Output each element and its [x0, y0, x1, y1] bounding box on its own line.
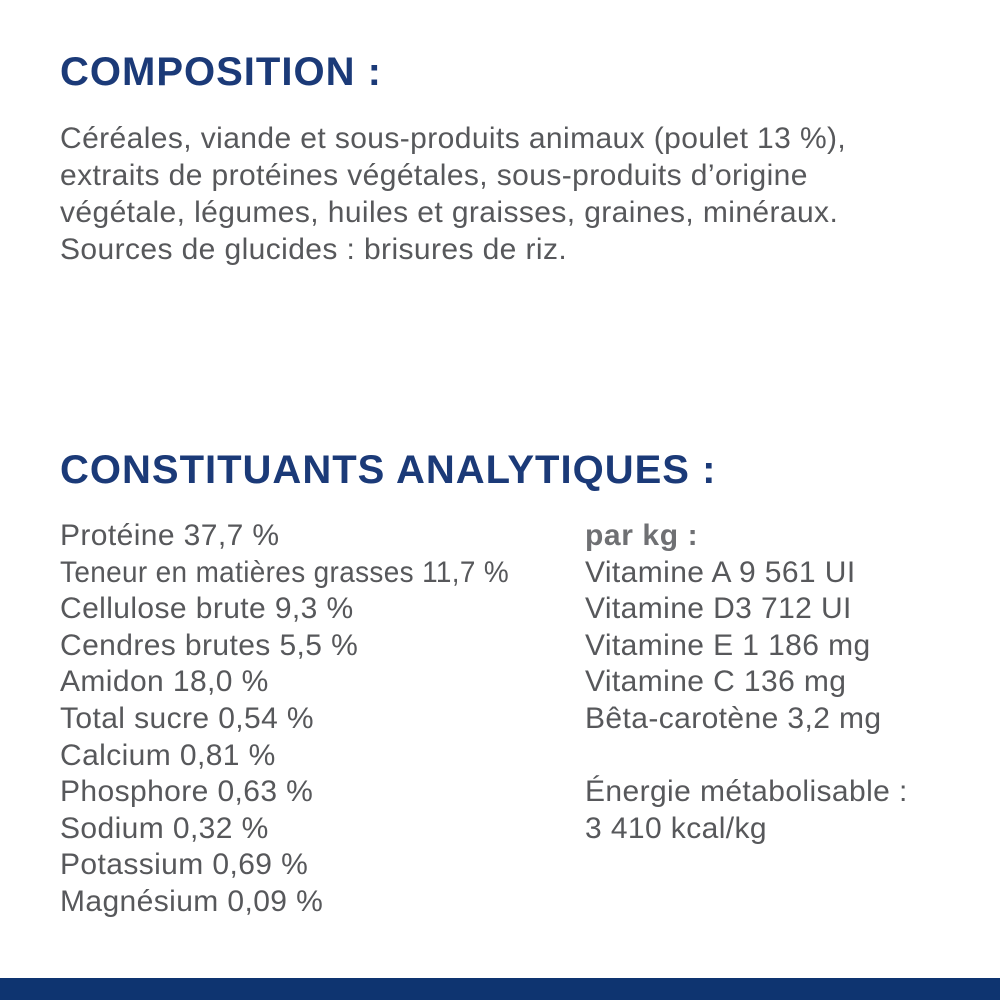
- analytical-item-calcium: Calcium 0,81 %: [60, 738, 276, 772]
- analytical-item-vitamin-c: Vitamine C 136 mg: [585, 665, 847, 699]
- analytical-item-crude-fibre: Cellulose brute 9,3 %: [60, 592, 354, 626]
- analytical-item-vitamin-e: Vitamine E 1 186 mg: [585, 628, 871, 662]
- composition-text-line: végétale, légumes, huiles et graisses, graines, minéraux.: [60, 196, 839, 229]
- metabolisable-energy-label: Énergie métabolisable :: [585, 775, 908, 809]
- analytical-left-column: [60, 518, 543, 921]
- composition-text-line: Céréales, viande et sous-produits animaux (poulet 13 %),: [60, 122, 847, 155]
- analytical-item-sodium: Sodium 0,32 %: [60, 811, 269, 845]
- analytical-item-phosphorus: Phosphore 0,63 %: [60, 775, 314, 809]
- analytical-item-beta-carotene: Bêta-carotène 3,2 mg: [585, 701, 882, 735]
- bottom-accent-bar: [0, 978, 1000, 1000]
- composition-heading: COMPOSITION :: [60, 50, 382, 94]
- analytical-item-potassium: Potassium 0,69 %: [60, 848, 309, 882]
- per-kg-label: par kg :: [585, 519, 699, 552]
- composition-text-line: Sources de glucides : brisures de riz.: [60, 233, 568, 266]
- composition-text-line: extraits de protéines végétales, sous-produits d’origine: [60, 159, 808, 192]
- column-spacer: [585, 738, 908, 775]
- metabolisable-energy-value: 3 410 kcal/kg: [585, 811, 767, 845]
- analytical-item-crude-ash: Cendres brutes 5,5 %: [60, 628, 359, 662]
- analytical-item-total-sugar: Total sucre 0,54 %: [60, 701, 314, 735]
- analytical-item-protein: Protéine 37,7 %: [60, 519, 280, 552]
- analytical-item-vitamin-a: Vitamine A 9 561 UI: [585, 555, 856, 589]
- composition-paragraph: [60, 120, 846, 268]
- analytical-item-fat: Teneur en matières grasses 11,7 %: [60, 555, 510, 589]
- analytical-item-starch: Amidon 18,0 %: [60, 665, 269, 699]
- analytical-right-column: [585, 518, 908, 847]
- analytical-heading: CONSTITUANTS ANALYTIQUES :: [60, 448, 717, 492]
- analytical-item-magnesium: Magnésium 0,09 %: [60, 884, 324, 918]
- analytical-item-vitamin-d3: Vitamine D3 712 UI: [585, 592, 852, 626]
